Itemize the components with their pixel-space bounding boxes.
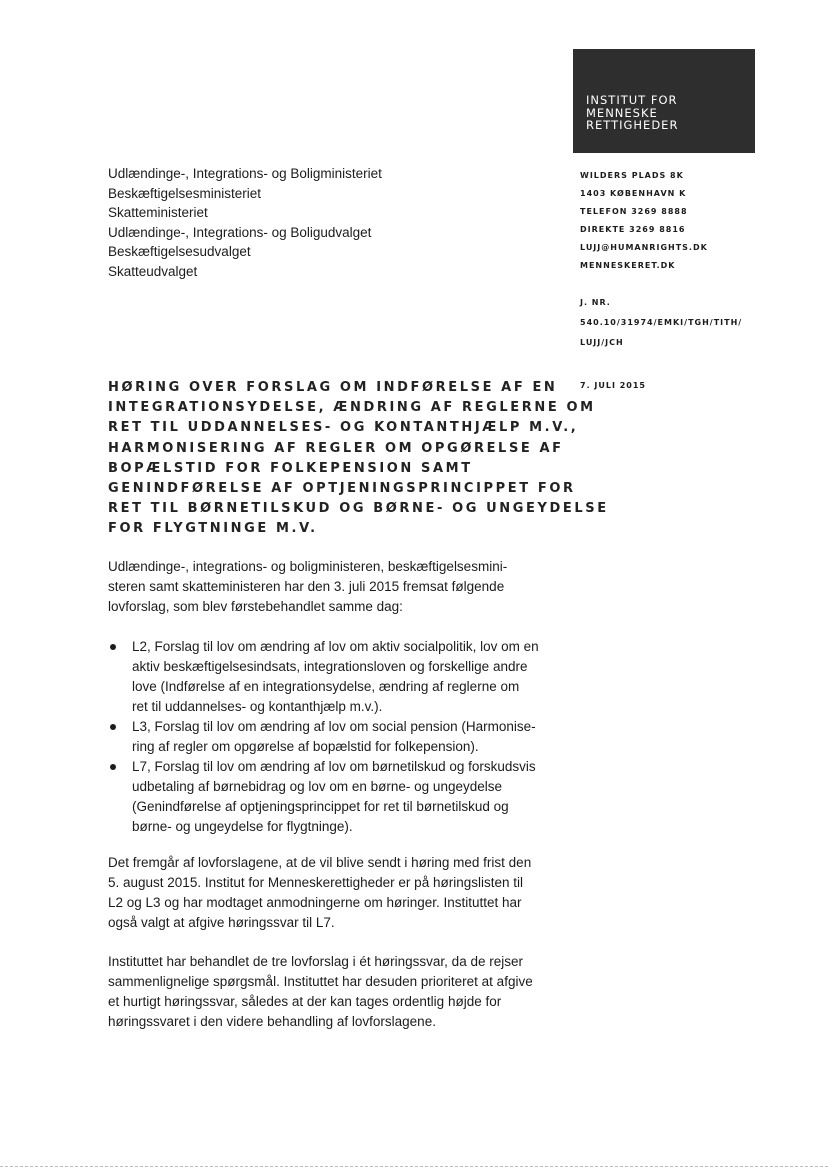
bullet-icon [110,644,116,650]
heading-line: RET TIL UDDANNELSES- OG KONTANTHJÆLP M.V., [108,420,579,436]
text-line: lovforslag, som blev førstebehandlet samme dag: [108,599,403,614]
page-bottom-rule [0,1166,828,1168]
approach-paragraph [108,952,578,1032]
text-line: også valgt at afgive høringssvar til L7. [108,915,335,930]
text-line: (Genindførelse af optjeningsprincippet for ret til børnetilskud og [132,799,509,814]
bullet-icon [110,764,116,770]
journal-value: 540.10/31974/EMKI/TGH/TITH/ [580,318,743,327]
intro-paragraph [108,557,578,617]
bill-list [108,637,578,837]
text-line: 5. august 2015. Institut for Menneskerettigheder er på høringslisten til [108,875,523,890]
email: LUJJ@HUMANRIGHTS.DK [580,243,708,252]
heading-line: GENINDFØRELSE AF OPTJENINGSPRINCIPPET FOR [108,481,576,497]
text-line: L2 og L3 og har modtaget anmodningerne om høringer. Instituttet har [108,895,522,910]
text-line: ring af regler om opgørelse af bopælstid for folkepension). [132,739,479,754]
institute-logo-text [586,94,678,132]
bullet-icon [110,724,116,730]
journal-number [580,293,742,353]
text-line: Udlændinge-, integrations- og boligministeren, beskæftigelsesmini- [108,559,508,574]
text-line: steren samt skatteministeren har den 3. juli 2015 fremsat følgende [108,579,505,594]
text-line: L3, Forslag til lov om ændring af lov om social pension (Harmonise- [132,719,536,734]
text-line: aktiv beskæftigelsesindsats, integrationsloven og forskellige andre [132,659,528,674]
contact-info [580,167,708,275]
letter-date: 7. JULI 2015 [580,381,646,390]
website: MENNESKERET.DK [580,261,676,270]
heading-line: HØRING OVER FORSLAG OM INDFØRELSE AF EN [108,380,558,395]
text-line: Instituttet har behandlet de tre lovforslag i ét høringssvar, da de rejser [108,954,523,969]
text-line: L7, Forslag til lov om ændring af lov om børnetilskud og forskudsvis [132,759,536,774]
list-item [108,637,578,717]
heading-line: RET TIL BØRNETILSKUD OG BØRNE- OG UNGEYDELSE [108,501,609,517]
text-line: sammenlignelige spørgsmål. Instituttet har desuden prioriteret at afgive [108,974,533,989]
logo-line: RETTIGHEDER [586,118,679,132]
recipient: Udlændinge-, Integrations- og Boligudvalget [108,224,372,240]
text-line: L2, Forslag til lov om ændring af lov om aktiv socialpolitik, lov om en [132,639,539,654]
list-item [108,757,578,837]
heading-line: INTEGRATIONSYDELSE, ÆNDRING AF REGLERNE OM [108,400,596,416]
text-line: Det fremgår af lovforslagene, at de vil blive sendt i høring med frist den [108,855,532,870]
recipient: Skatteudvalget [108,263,198,279]
recipient: Udlændinge-, Integrations- og Boligministeriet [108,166,382,181]
direct-phone: DIREKTE 3269 8816 [580,225,686,234]
text-line: børne- og ungeydelse for flygtninge). [132,819,353,834]
logo-line: INSTITUT FOR [586,93,678,107]
recipient-list [108,164,382,281]
text-line: ret til uddannelses- og kontanthjælp m.v.). [132,699,383,714]
journal-value-cont: LUJJ/JCH [580,338,624,347]
logo-line: MENNESKE [586,105,658,120]
text-line: udbetaling af børnebidrag og lov om en børne- og ungeydelse [132,779,502,794]
text-line: love (Indførelse af en integrationsydelse, ændring af reglerne om [132,679,520,694]
deadline-paragraph [108,853,578,933]
document-heading [108,378,609,540]
text-line: høringssvaret i den videre behandling af lovforslagene. [108,1014,436,1029]
heading-line: BOPÆLSTID FOR FOLKEPENSION SAMT [108,460,473,476]
journal-label: J. NR. [580,298,611,307]
recipient: Beskæftigelsesudvalget [108,244,251,259]
recipient: Beskæftigelsesministeriet [108,185,262,201]
address-city: 1403 KØBENHAVN K [580,189,687,198]
recipient: Skatteministeriet [108,205,208,220]
text-line: et hurtigt høringssvar, således at der kan tages ordentlig højde for [108,994,502,1009]
address-street: WILDERS PLADS 8K [580,171,684,180]
heading-line: HARMONISERING AF REGLER OM OPGØRELSE AF [108,440,564,456]
heading-line: FOR FLYGTNINGE M.V. [108,521,318,537]
list-item [108,717,578,757]
phone: TELEFON 3269 8888 [580,207,688,216]
